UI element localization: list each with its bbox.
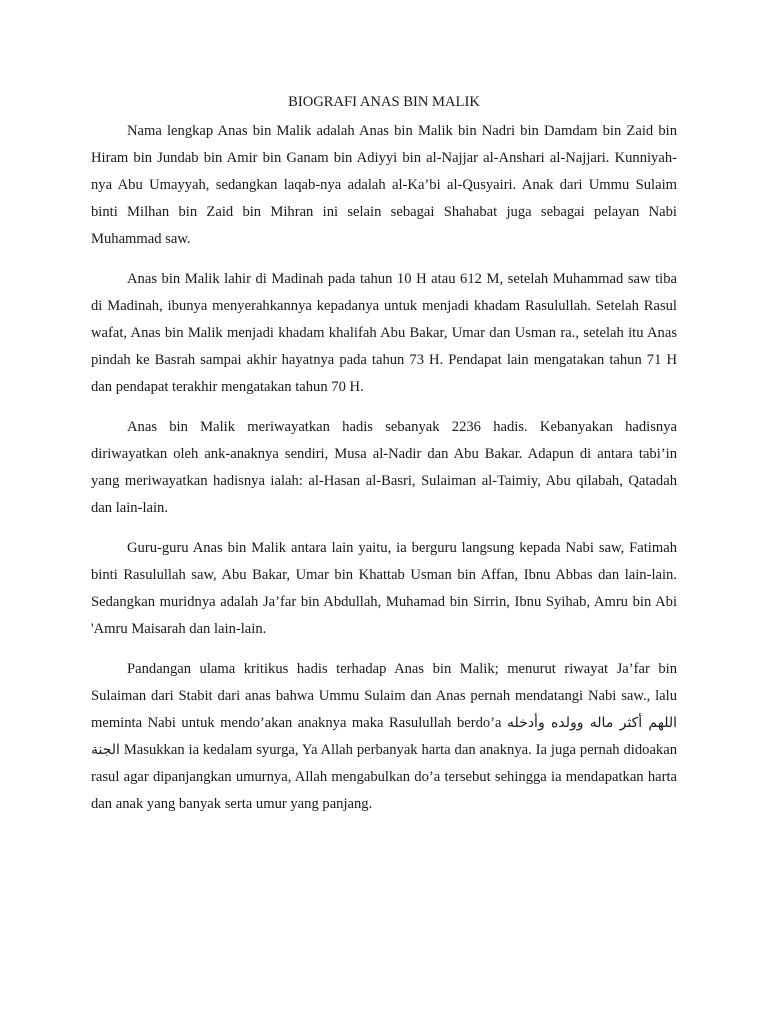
paragraph-text-before-arabic: Pandangan ulama kritikus hadis terhadap Anas bin Malik; menurut riwayat Ja’far bin Sulaiman dari Stabit dari anas bahwa Ummu Sulaim dan Anas pernah mendatangi Nabi saw., lalu meminta Nabi untuk mendo’akan anaknya maka Rasulullah berdo’a xyxy=(91,661,677,731)
paragraph-text-after-arabic: Masukkan ia kedalam syurga, Ya Allah perbanyak harta dan anaknya. Ia juga pernah didoakan rasul agar dipanjangkan umurnya, Allah mengabulkan do’a tersebut sehingga ia mendapatkan harta dan anak yang banyak serta umur yang panjang. xyxy=(91,742,677,812)
paragraph-guru-murid: Guru-guru Anas bin Malik antara lain yaitu, ia berguru langsung kepada Nabi saw, Fatimah binti Rasulullah saw, Abu Bakar, Umar bin Khattab Usman bin Affan, Ibnu Abbas dan lain-lain. Sedangkan muridnya adalah Ja’far bin Abdullah, Muhamad bin Sirrin, Ibnu Syihab, Amru bin Abi 'Amru Maisarah dan lain-lain. xyxy=(91,540,677,637)
paragraph-kelahiran: Anas bin Malik lahir di Madinah pada tahun 10 H atau 612 M, setelah Muhammad saw tiba di Madinah, ibunya menyerahkannya kepadanya untuk menjadi khadam Rasulullah. Setelah Rasul wafat, Anas bin Malik menjadi khadam khalifah Abu Bakar, Umar dan Usman ra., setelah itu Anas pindah ke Basrah sampai akhir hayatnya pada tahun 73 H. Pendapat lain mengatakan tahun 71 H dan pendapat terakhir mengatakan tahun 70 H. xyxy=(91,271,677,395)
paragraph-riwayat-hadis: Anas bin Malik meriwayatkan hadis sebanyak 2236 hadis. Kebanyakan hadisnya diriwayatkan oleh ank-anaknya sendiri, Musa al-Nadir dan Abu Bakar. Adapun di antara tabi’in yang meriwayatkan hadisnya ialah: al-Hasan al-Basri, Sulaiman al-Taimiy, Abu qilabah, Qatadah dan lain-lain. xyxy=(91,419,677,516)
arabic-prayer-text: اللهم أكثر ماله وولده وأدخله الجنة xyxy=(91,715,677,758)
paragraph-nama-lengkap: Nama lengkap Anas bin Malik adalah Anas bin Malik bin Nadri bin Damdam bin Zaid bin Hiram bin Jundab bin Amir bin Ganam bin Adiyyi bin al-Najjar al-Anshari al-Najjari. Kunniyah-nya Abu Umayyah, sedangkan laqab-nya adalah al-Ka’bi al-Qusyairi. Anak dari Ummu Sulaim binti Milhan bin Zaid bin Mihran ini selain sebagai Shahabat juga sebagai pelayan Nabi Muhammad saw. xyxy=(91,123,677,247)
document-body xyxy=(91,92,677,831)
paragraph-pandangan-ulama xyxy=(91,656,677,818)
document-title: BIOGRAFI ANAS BIN MALIK xyxy=(288,94,480,110)
